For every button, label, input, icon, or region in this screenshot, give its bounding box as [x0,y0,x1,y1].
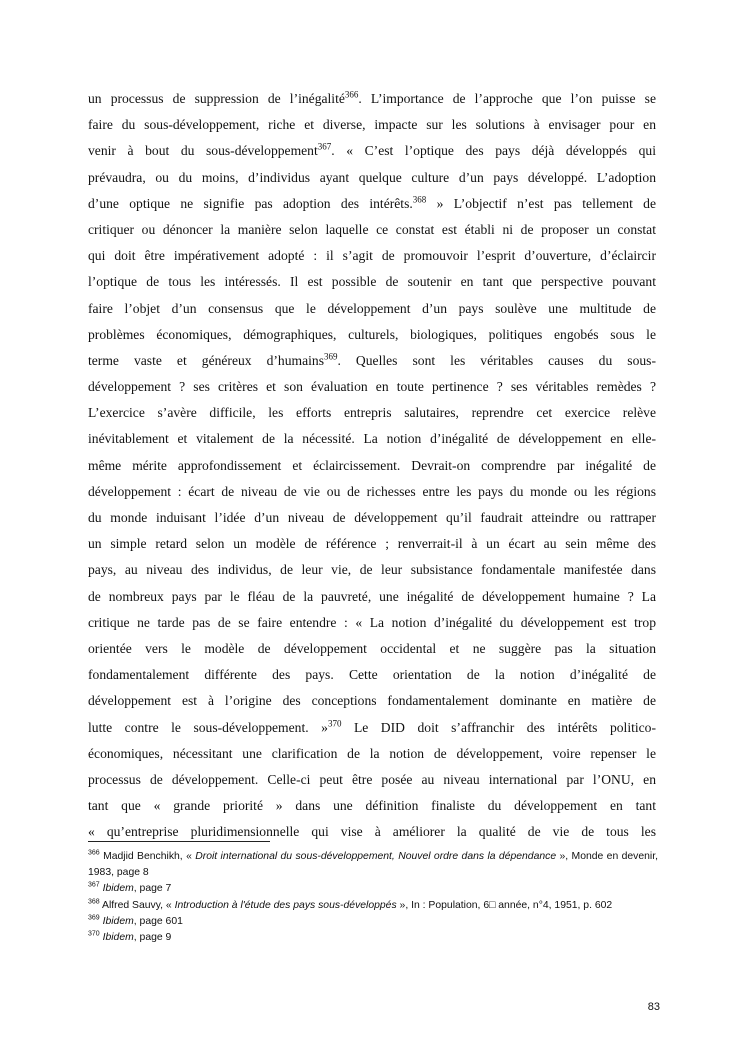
body-text-run: venir à bout du sous-développement [88,143,318,159]
body-text-run: . Quelles sont les véritables causes du sous- [337,352,656,368]
body-text-run: terme vaste et généreux d’humains [88,352,324,368]
body-text-run: processus de développement. Celle-ci peut être posée au niveau international par l’ONU, en [88,771,656,787]
body-line [88,636,656,662]
body-text-run: L’exercice s’avère difficile, les efforts entrepris salutaires, reprendre cet exercice relève [88,405,656,421]
body-text-run: développement est à l’origine des conceptions fondamentalement dominante en matière de [88,693,656,709]
footnote-ref: 369 [324,351,338,362]
body-line [88,86,656,112]
body-line [88,688,656,714]
body-text-run: un simple retard selon un modèle de référence ; renverrait-il à un écart au sein même des [88,536,656,552]
body-text-run: économiques, nécessitant une clarification de la notion de développement, voire repenser le [88,745,656,761]
body-line [88,426,656,452]
footnote [88,914,658,930]
body-line [88,138,656,164]
body-line [88,243,656,269]
body-line [88,505,656,531]
footnote [88,881,658,897]
footnote-ref: 370 [327,717,342,728]
footnote-number: 366 [88,849,100,857]
body-text-run: développement : écart de niveau de vie ou de richesses entre les pays du monde ou les régions [88,483,656,499]
body-text-run: critiquer ou dénoncer la manière selon laquelle ce constat est établi ni de proposer un constat [88,221,656,237]
body-line [88,322,656,348]
footnote-title: Droit international du sous-développement, Nouvel ordre dans la dépendance [195,851,557,862]
footnote-text: », Monde en devenir, 1983, page 8 [88,851,659,879]
body-line [88,767,656,793]
body-line [88,531,656,557]
body-line [88,269,656,295]
footnote-number: 369 [88,914,100,922]
footnote-text: , page 9 [133,932,172,944]
footnotes [88,849,658,946]
body-text-run: » L’objectif n’est pas tellement de [426,195,657,211]
footnote [88,898,658,914]
body-text-run: développement ? ses critères et son évaluation en toute pertinence ? ses véritables remèdes ? [88,379,656,395]
footnote-title: Introduction à l'étude des pays sous-développés [174,899,397,911]
body-line [88,348,656,374]
footnote-number: 368 [88,898,100,906]
footnote-separator [88,841,270,842]
body-text-run: pays, au niveau des individus, de leur vie, de leur subsistance fondamentale manifestée dans [88,562,656,578]
body-text-run: inévitablement et vitalement de la nécessité. La notion d’inégalité de développement en elle- [88,431,656,447]
body-text-run: prévaudra, ou du moins, d’individus ayant quelque culture d’un pays développé. L’adoption [88,169,656,185]
body-line [88,374,656,400]
footnote-title: Ibidem [102,915,134,927]
body-line [88,400,656,426]
body-line [88,112,656,138]
footnote-number: 367 [88,881,100,889]
footnote-number: 370 [88,930,100,938]
body-line [88,662,656,688]
body-text-run: orientée vers le modèle de développement occidental et ne suggère pas la situation [88,640,656,656]
body-line [88,479,656,505]
body-text-run: qui doit être impérativement adopté : il s’agit de promouvoir l’esprit d’ouverture, d’éclaircir [88,248,656,264]
body-text [88,86,656,845]
body-text-run: « qu’entreprise pluridimensionnelle qui vise à améliorer la qualité de vie de tous les [88,824,656,840]
body-text-run: . « C’est l’optique des pays déjà développés qui [331,143,656,159]
footnote [88,849,658,881]
body-text-run: même mérite approfondissement et éclaircissement. Devrait-on comprendre par inégalité de [88,457,656,473]
body-line [88,217,656,243]
body-text-run: faire l’objet d’un consensus que le développement d’un pays soulève une multitude de [88,300,656,316]
body-text-run: l’optique de tous les intéressés. Il est possible de soutenir en tant que perspective pouvant [88,274,656,290]
footnote-text: , page 7 [133,883,172,895]
body-line [88,296,656,322]
body-line [88,741,656,767]
body-text-run: faire du sous-développement, riche et diverse, impacte sur les solutions à envisager pour en [88,117,656,133]
body-text-run: d’une optique ne signifie pas adoption des intérêts. [88,195,413,211]
footnote-ref: 366 [344,89,359,100]
body-text-run: fondamentalement différente des pays. Cette orientation de la notion d’inégalité de [88,667,656,683]
footnote-ref: 368 [412,194,427,205]
page-number: 83 [647,1001,660,1013]
footnote-text: Madjid Benchikh, « [103,851,196,862]
body-text-run: tant que « grande priorité » dans une définition finaliste du développement en tant [88,798,656,814]
body-line [88,584,656,610]
body-line [88,453,656,479]
footnote [88,930,658,946]
body-text-run: critique ne tarde pas de se faire entendre : « La notion d’inégalité du développement est trop [88,614,656,630]
footnote-text: », In : Population, 6□ année, n°4, 1951, p. 602 [396,899,613,911]
body-line [88,191,656,217]
body-text-run: du monde induisant l’idée d’un niveau de développement qu’il faudrait atteindre ou rattraper [88,510,656,525]
footnote-text: Alfred Sauvy, « [102,899,175,911]
body-line [88,557,656,583]
body-text-run: un processus de suppression de l’inégalité [88,91,345,106]
body-text-run: Le DID doit s’affranchir des intérêts politico- [341,719,657,735]
body-line [88,793,656,819]
footnote-ref: 367 [317,141,332,152]
body-text-run: de nombreux pays par le fléau de la pauvreté, une inégalité de développement humaine ? La [88,588,656,604]
body-line [88,165,656,191]
body-line [88,715,656,741]
body-text-run: problèmes économiques, démographiques, culturels, biologiques, politiques engobés sous le [88,326,656,342]
footnote-title: Ibidem [102,932,134,944]
body-text-run: lutte contre le sous-développement. » [88,719,328,735]
footnote-text: , page 601 [133,915,183,927]
body-text-run: . L’importance de l’approche que l’on puisse se [358,91,656,106]
body-line [88,610,656,636]
footnote-title: Ibidem [102,883,134,895]
